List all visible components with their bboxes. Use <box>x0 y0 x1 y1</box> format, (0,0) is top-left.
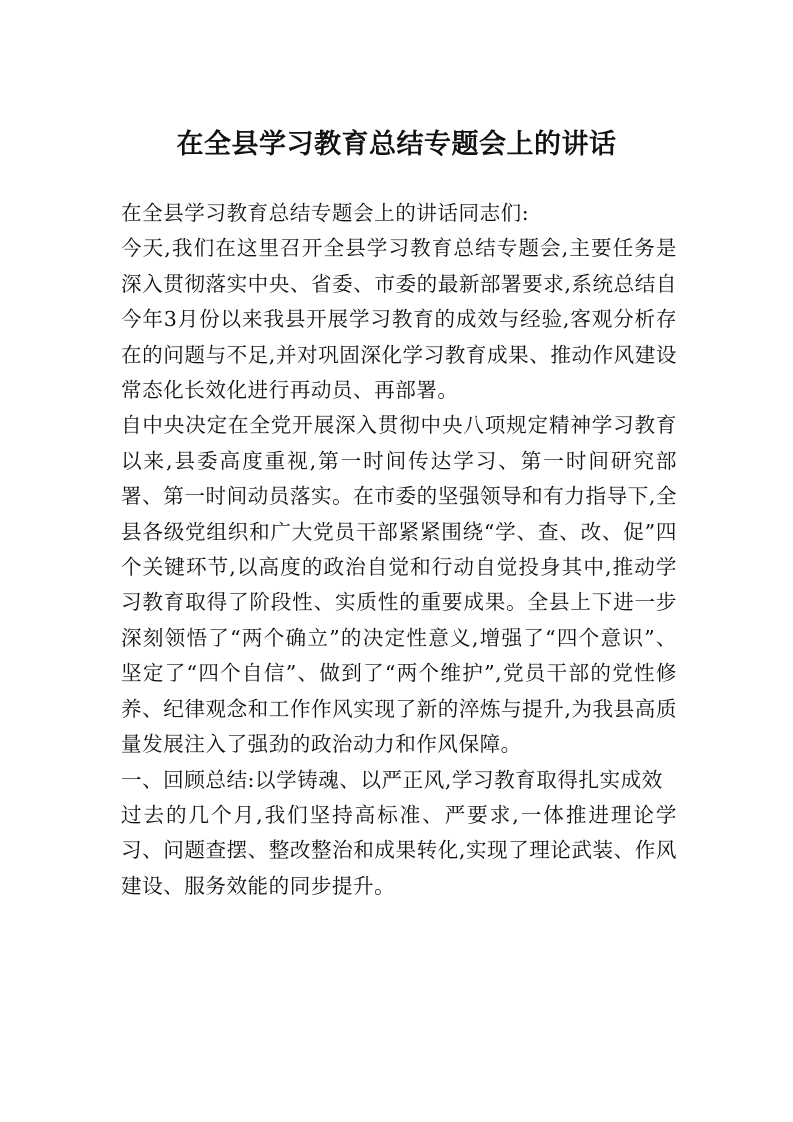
paragraph-section-1-intro: 过去的几个月,我们坚持高标准、严要求,一体推进理论学习、问题查摆、整改整治和成果转化,实现了理论武装、作风建设、服务效能的同步提升。 <box>121 802 677 898</box>
document-body <box>121 196 677 904</box>
document-title: 在全县学习教育总结专题会上的讲话 <box>176 129 617 160</box>
paragraph-salutation: 在全县学习教育总结专题会上的讲话同志们: <box>121 201 530 225</box>
paragraph-background: 自中央决定在全党开展深入贯彻中央八项规定精神学习教育以来,县委高度重视,第一时间传达学习、第一时间研究部署、第一时间动员落实。在市委的坚强领导和有力指导下,全县各级党组织和广大党员干部紧紧围绕“学、查、改、促”四个关键环节,以高度的政治自觉和行动自觉投身其中,推动学习教育取得了阶段性、实质性的重要成果。全县上下进一步深刻领悟了“两个确立”的决定性意义,增强了“四个意识”、坚定了“四个自信”、做到了“两个维护”,党员干部的党性修养、纪律观念和工作作风实现了新的淬炼与提升,为我县高质量发展注入了强劲的政治动力和作风保障。 <box>121 413 677 757</box>
paragraph-opening: 今天,我们在这里召开全县学习教育总结专题会,主要任务是深入贯彻落实中央、省委、市委的最新部署要求,系统总结自今年3月份以来我县开展学习教育的成效与经验,客观分析存在的问题与不足,并对巩固深化学习教育成果、推动作风建设常态化长效化进行再动员、再部署。 <box>121 236 677 403</box>
section-heading-1: 一、回顾总结:以学铸魂、以严正风,学习教育取得扎实成效 <box>121 767 663 792</box>
